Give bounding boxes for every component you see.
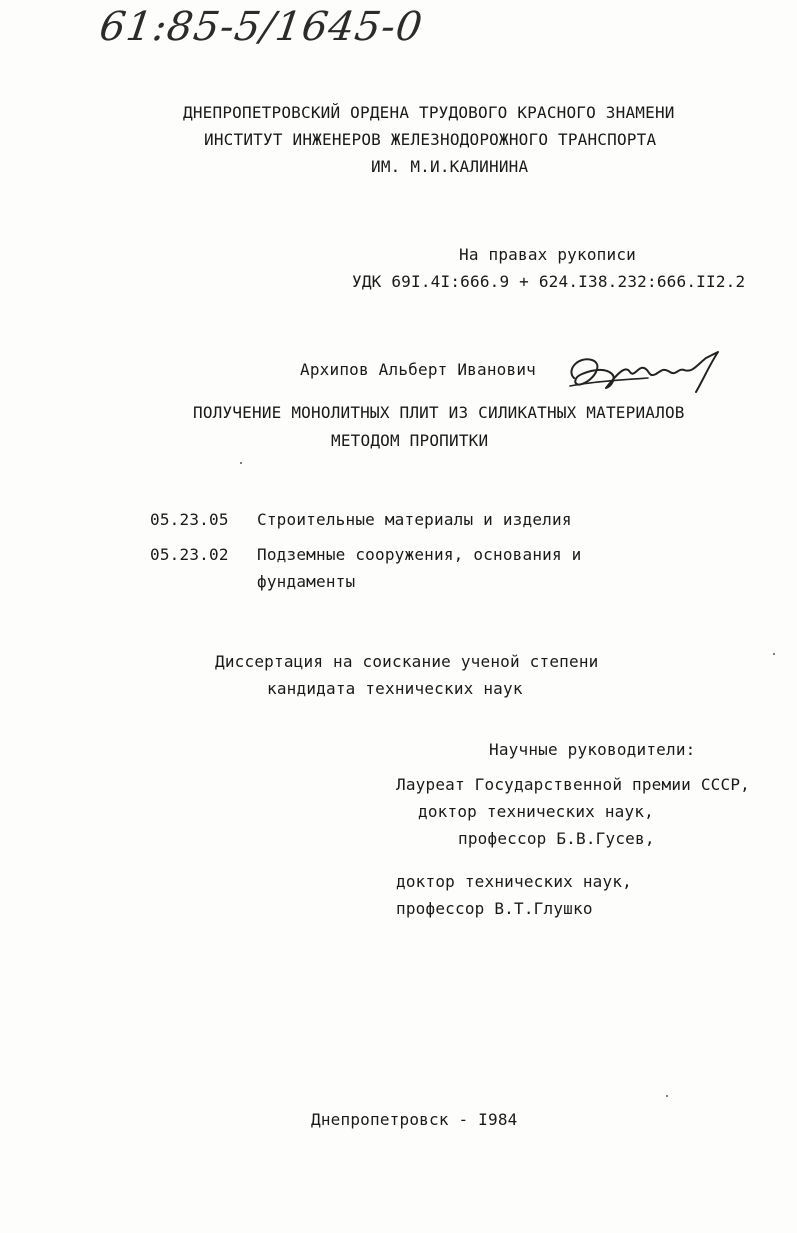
supervisor-2-line-1: доктор технических наук,: [396, 872, 632, 891]
supervisor-1-line-1: Лауреат Государственной премии СССР,: [396, 775, 750, 794]
author-name: Архипов Альберт Иванович: [300, 360, 536, 379]
degree-line-2: кандидата технических наук: [267, 679, 523, 698]
speck-mark: [666, 1095, 668, 1097]
degree-line-1: Диссертация на соискание ученой степени: [215, 652, 599, 671]
supervisor-1-line-3: профессор Б.В.Гусев,: [458, 829, 655, 848]
archive-number-handwritten: 61:85-5/1645-0: [96, 4, 426, 50]
header-line-2: ИНСТИТУТ ИНЖЕНЕРОВ ЖЕЛЕЗНОДОРОЖНОГО ТРАНСПОРТА: [204, 130, 657, 149]
supervisors-heading: Научные руководители:: [489, 740, 696, 759]
author-signature: [560, 348, 730, 400]
specialty-name-1: Строительные материалы и изделия: [257, 510, 572, 529]
speck-mark: [240, 462, 242, 464]
supervisor-1-line-2: доктор технических наук,: [418, 802, 654, 821]
udk-code: УДК 69I.4I:666.9 + 624.I38.232:666.II2.2: [352, 272, 746, 291]
header-line-3: ИМ. М.И.КАЛИНИНА: [371, 157, 529, 176]
speck-mark: [773, 653, 775, 655]
specialty-code-1: 05.23.05: [150, 510, 229, 529]
title-line-2: МЕТОДОМ ПРОПИТКИ: [331, 431, 489, 450]
manuscript-rights: На правах рукописи: [459, 245, 636, 264]
supervisor-2-line-2: профессор В.Т.Глушко: [396, 899, 593, 918]
city-year: Днепропетровск - I984: [311, 1110, 518, 1129]
title-line-1: ПОЛУЧЕНИЕ МОНОЛИТНЫХ ПЛИТ ИЗ СИЛИКАТНЫХ МАТЕРИАЛОВ: [193, 403, 685, 422]
header-line-1: ДНЕПРОПЕТРОВСКИЙ ОРДЕНА ТРУДОВОГО КРАСНОГО ЗНАМЕНИ: [183, 103, 675, 122]
specialty-code-2: 05.23.02: [150, 545, 229, 564]
specialty-name-2-cont: фундаменты: [257, 572, 356, 591]
specialty-name-2: Подземные сооружения, основания и: [257, 545, 582, 564]
